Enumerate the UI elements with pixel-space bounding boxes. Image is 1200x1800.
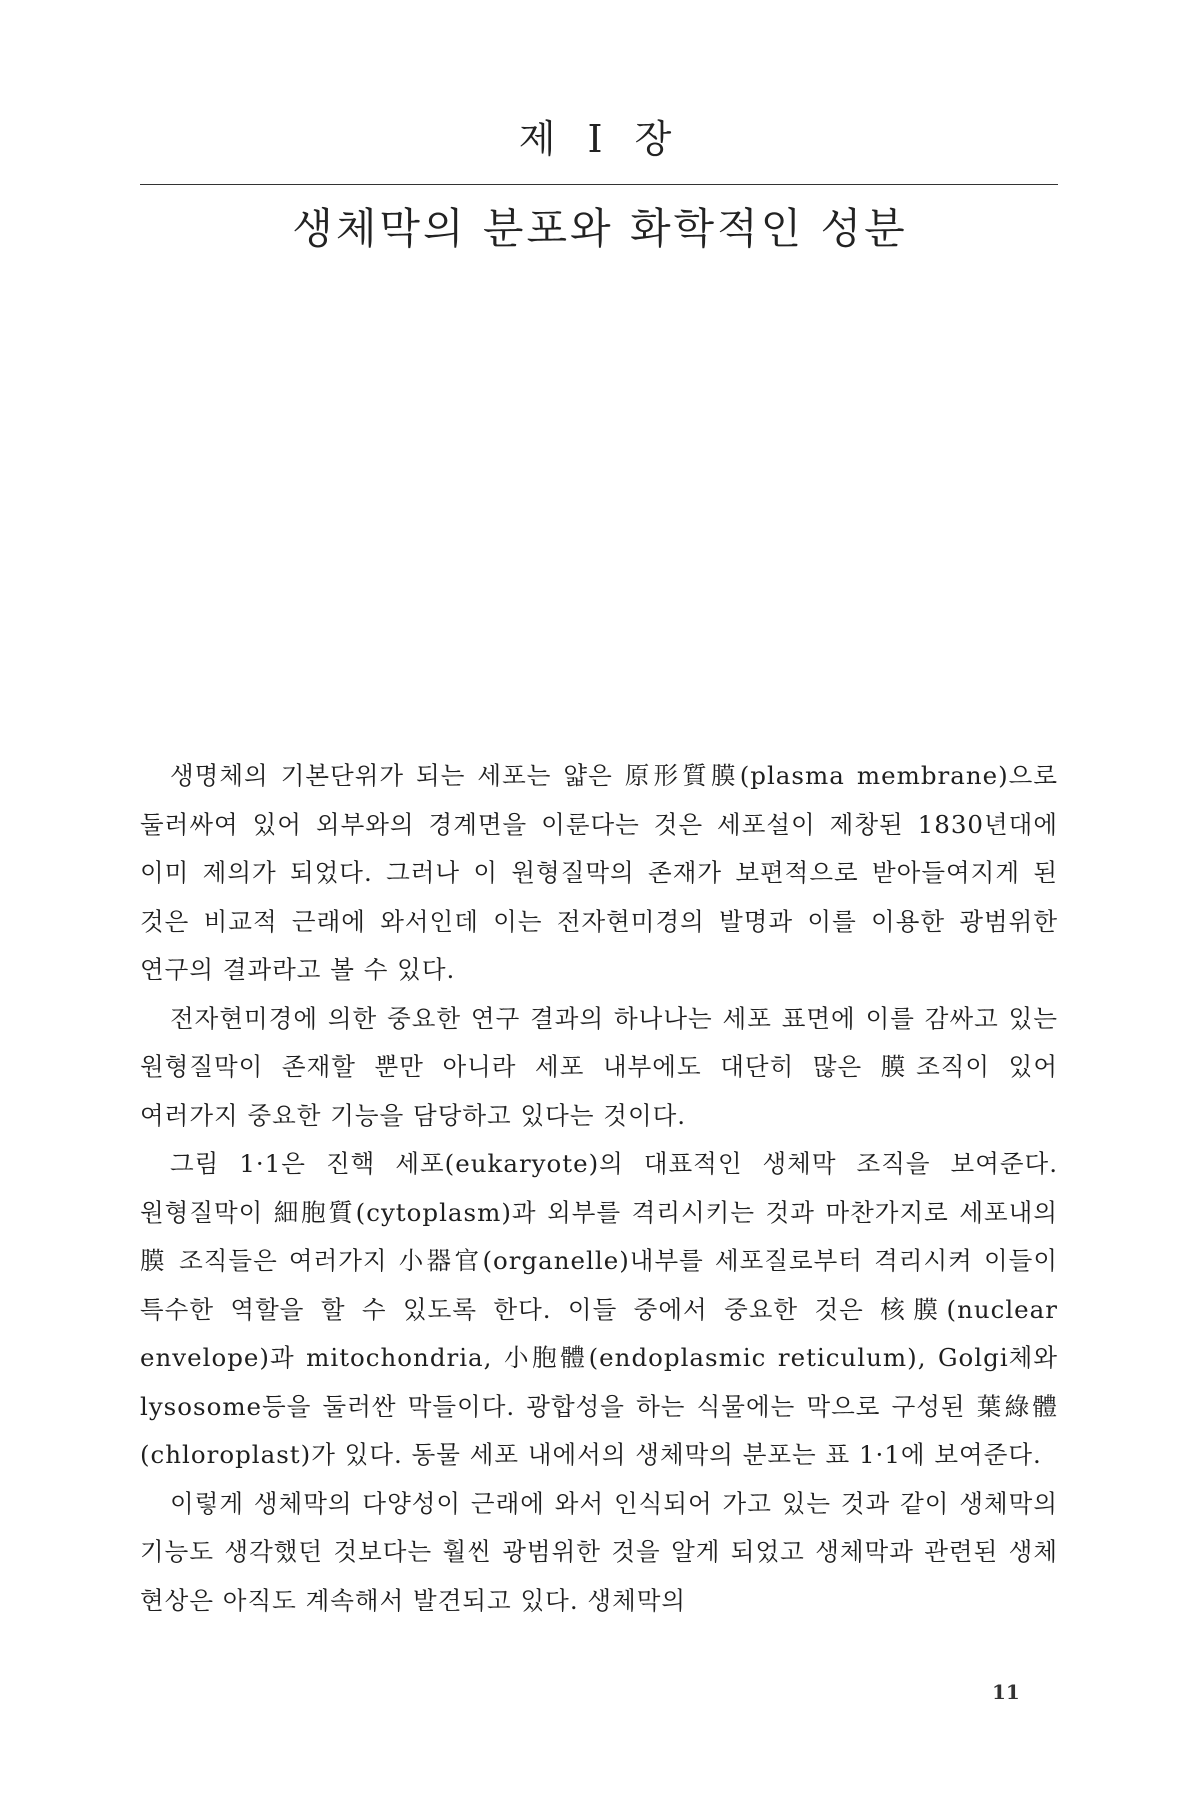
page-number: 11 (992, 1680, 1020, 1704)
chapter-number: 제 I 장 (518, 117, 682, 161)
title-rule (140, 184, 1058, 185)
paragraph: 이렇게 생체막의 다양성이 근래에 와서 인식되어 가고 있는 것과 같이 생체막의 기능도 생각했던 것보다는 훨씬 광범위한 것을 알게 되었고 생체막과 관련된 생체 현상은 아직도 계속해서 발견되고 있다. 생체막의 (140, 1488, 1058, 1615)
chapter-title: 생체막의 분포와 화학적인 성분 (292, 204, 908, 253)
paragraph: 생명체의 기본단위가 되는 세포는 얇은 原形質膜(plasma membrane)으로 둘러싸여 있어 외부와의 경계면을 이룬다는 것은 세포설이 제창된 1830년대에 이미 제의가 되었다. 그러나 이 원형질막의 존재가 보편적으로 받아들여지게 된 것은 비교적 근래에 와서인데 이는 전자현미경의 발명과 이를 이용한 광범위한 연구의 결과라고 볼 수 있다. (140, 761, 1058, 984)
body-text (140, 752, 1058, 1625)
paragraph: 전자현미경에 의한 중요한 연구 결과의 하나나는 세포 표면에 이를 감싸고 있는 원형질막이 존재할 뿐만 아니라 세포 내부에도 대단히 많은 膜조직이 있어 여러가지 중요한 기능을 담당하고 있다는 것이다. (140, 1003, 1058, 1130)
paragraph: 그림 1·1은 진핵 세포(eukaryote)의 대표적인 생체막 조직을 보여준다. 원형질막이 細胞質(cytoplasm)과 외부를 격리시키는 것과 마찬가지로 세포내의 膜 조직들은 여러가지 小器官(organelle)내부를 세포질로부터 격리시켜 이들이 특수한 역할을 할 수 있도록 한다. 이들 중에서 중요한 것은 核膜(nuclear envelope)과 mitochondria, 小胞體(endoplasmic reticulum), Golgi체와 lysosome등을 둘러싼 막들이다. 광합성을 하는 식물에는 막으로 구성된 葉綠體(chloroplast)가 있다. 동물 세포 내에서의 생체막의 분포는 표 1·1에 보여준다. (140, 1149, 1058, 1469)
